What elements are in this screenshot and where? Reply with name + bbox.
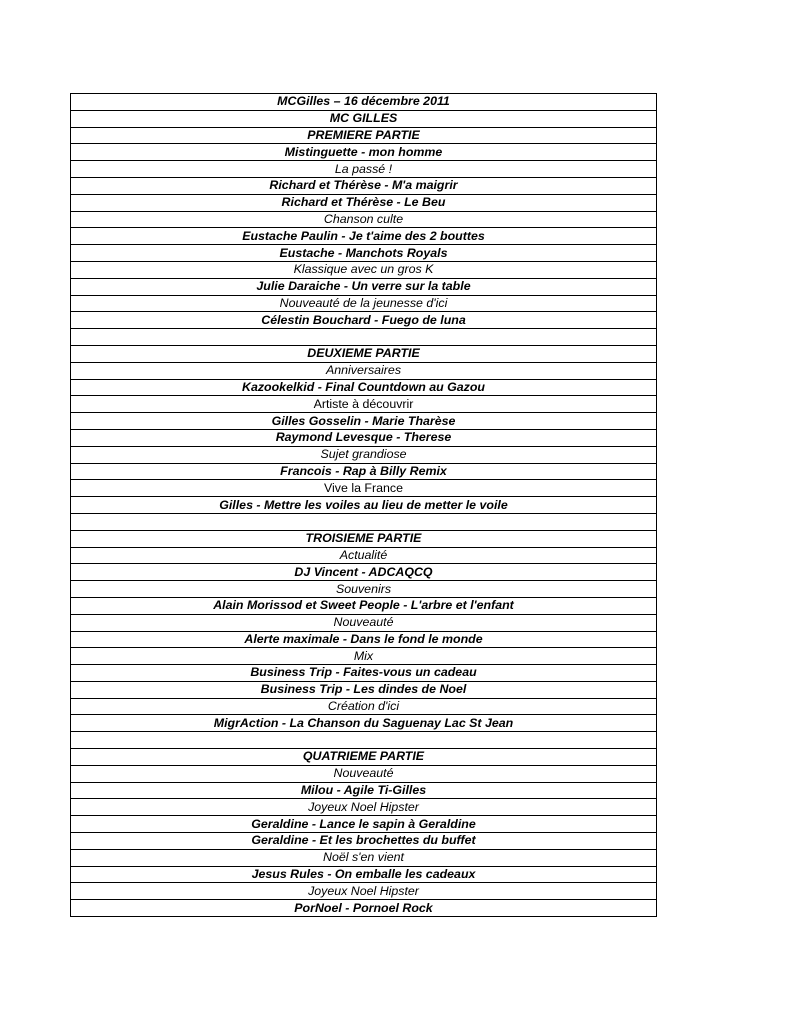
song-cell: MC GILLES [71,110,657,127]
song-cell: Kazookelkid - Final Countdown au Gazou [71,379,657,396]
category-row [71,161,657,178]
song-cell: Eustache - Manchots Royals [71,245,657,262]
song-row [71,715,657,732]
song-row [71,681,657,698]
category-row [71,211,657,228]
blank-cell [71,513,657,530]
category-cell: Création d'ici [71,698,657,715]
section-heading-row [71,530,657,547]
song-row [71,833,657,850]
category-cell: Nouveauté [71,765,657,782]
category-row [71,480,657,497]
song-row [71,665,657,682]
blank-row [71,513,657,530]
song-row [71,110,657,127]
category-cell: Anniversaires [71,362,657,379]
song-row [71,429,657,446]
category-cell: Joyeux Noel Hipster [71,883,657,900]
song-cell: Mistinguette - mon homme [71,144,657,161]
section-heading-row [71,749,657,766]
category-row [71,446,657,463]
category-row [71,799,657,816]
category-row [71,648,657,665]
song-cell: Business Trip - Les dindes de Noel [71,681,657,698]
song-cell: Alain Morissod et Sweet People - L'arbre et l'enfant [71,597,657,614]
category-cell: Souvenirs [71,581,657,598]
setlist-table [70,93,657,917]
category-cell: Noël s'en vient [71,849,657,866]
song-row [71,866,657,883]
song-cell: Raymond Levesque - Therese [71,429,657,446]
song-row [71,497,657,514]
category-cell: Nouveauté de la jeunesse d'ici [71,295,657,312]
blank-cell [71,329,657,346]
song-cell: DJ Vincent - ADCAQCQ [71,564,657,581]
song-cell: MigrAction - La Chanson du Saguenay Lac St Jean [71,715,657,732]
song-cell: PorNoel - Pornoel Rock [71,900,657,917]
section-heading-cell: DEUXIEME PARTIE [71,345,657,362]
section-heading-row [71,345,657,362]
song-cell: Gilles Gosselin - Marie Tharèse [71,413,657,430]
blank-row [71,329,657,346]
song-row [71,194,657,211]
song-row [71,245,657,262]
section-heading-cell: TROISIEME PARTIE [71,530,657,547]
category-row [71,261,657,278]
song-row [71,312,657,329]
song-cell: Geraldine - Et les brochettes du buffet [71,833,657,850]
category-cell: Artiste à découvrir [71,396,657,413]
song-row [71,816,657,833]
song-row [71,379,657,396]
category-row [71,581,657,598]
category-cell: Chanson culte [71,211,657,228]
section-heading-cell: PREMIERE PARTIE [71,127,657,144]
song-cell: Célestin Bouchard - Fuego de luna [71,312,657,329]
category-row [71,883,657,900]
song-row [71,597,657,614]
category-row [71,547,657,564]
category-cell: Nouveauté [71,614,657,631]
category-row [71,849,657,866]
song-row [71,631,657,648]
song-cell: Julie Daraiche - Un verre sur la table [71,278,657,295]
document-title-row [71,94,657,111]
song-row [71,900,657,917]
song-cell: Jesus Rules - On emballe les cadeaux [71,866,657,883]
category-cell: Vive la France [71,480,657,497]
song-row [71,177,657,194]
song-cell: Richard et Thérèse - M'a maigrir [71,177,657,194]
section-heading-row [71,127,657,144]
song-cell: Milou - Agile Ti-Gilles [71,782,657,799]
blank-row [71,732,657,749]
category-cell: Mix [71,648,657,665]
song-cell: Gilles - Mettre les voiles au lieu de metter le voile [71,497,657,514]
category-cell: Klassique avec un gros K [71,261,657,278]
song-cell: Alerte maximale - Dans le fond le monde [71,631,657,648]
category-cell: Actualité [71,547,657,564]
song-cell: Richard et Thérèse - Le Beu [71,194,657,211]
category-cell: La passé ! [71,161,657,178]
category-cell: Joyeux Noel Hipster [71,799,657,816]
song-cell: Eustache Paulin - Je t'aime des 2 bouttes [71,228,657,245]
category-row [71,698,657,715]
song-cell: Geraldine - Lance le sapin à Geraldine [71,816,657,833]
section-heading-cell: QUATRIEME PARTIE [71,749,657,766]
category-row [71,396,657,413]
song-cell: Francois - Rap à Billy Remix [71,463,657,480]
song-row [71,278,657,295]
song-row [71,782,657,799]
setlist-table-body [71,94,657,917]
song-row [71,228,657,245]
category-row [71,765,657,782]
category-row [71,295,657,312]
song-row [71,564,657,581]
blank-cell [71,732,657,749]
song-cell: Business Trip - Faites-vous un cadeau [71,665,657,682]
category-cell: Sujet grandiose [71,446,657,463]
document-title-cell: MCGilles – 16 décembre 2011 [71,94,657,111]
song-row [71,463,657,480]
song-row [71,413,657,430]
category-row [71,362,657,379]
song-row [71,144,657,161]
category-row [71,614,657,631]
